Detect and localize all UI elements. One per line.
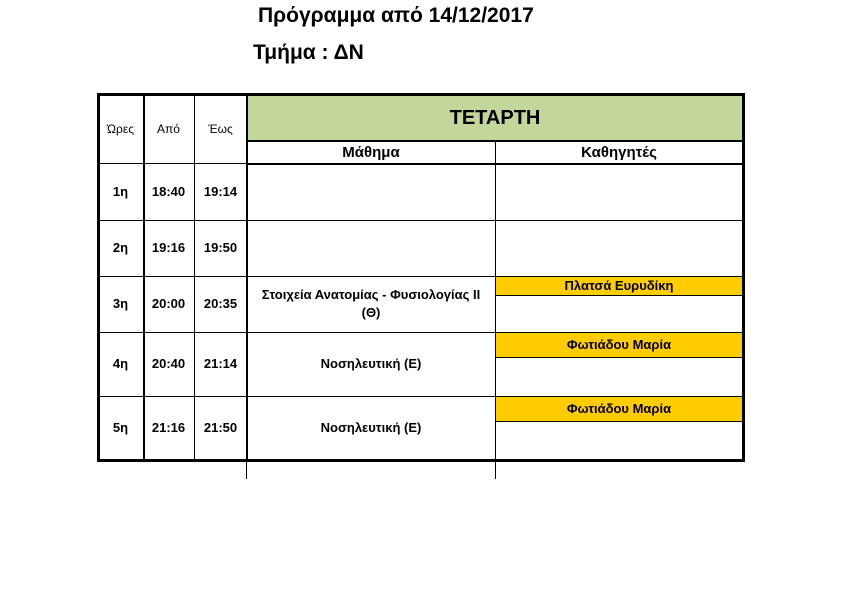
section-label: Τμήμα : ΔΝ xyxy=(253,41,364,64)
row-from: 20:40 xyxy=(151,356,186,371)
row-to: 20:35 xyxy=(203,296,238,311)
grid-line xyxy=(98,93,745,96)
row-from: 20:00 xyxy=(151,296,186,311)
row-hour: 1η xyxy=(112,184,129,199)
header-subject: Μάθημα xyxy=(342,143,400,161)
grid-line xyxy=(246,462,247,479)
grid-line xyxy=(194,94,195,460)
grid-line xyxy=(495,295,743,296)
row-to: 21:14 xyxy=(203,356,238,371)
header-from: Από xyxy=(157,122,180,136)
row-subject: Στοιχεία Ανατομίας - Φυσιολογίας ΙΙ (Θ) xyxy=(261,287,481,320)
row-from: 19:16 xyxy=(151,240,186,255)
header-teachers: Καθηγητές xyxy=(581,143,657,161)
header-to: Έως xyxy=(208,122,233,136)
grid-line xyxy=(495,141,496,460)
row-to: 21:50 xyxy=(203,420,238,435)
grid-line xyxy=(97,93,100,462)
row-hour: 4η xyxy=(112,356,129,371)
grid-line xyxy=(246,94,248,460)
row-hour: 5η xyxy=(112,420,129,435)
day-header: ΤΕΤΑΡΤΗ xyxy=(449,106,541,129)
row-to: 19:14 xyxy=(203,184,238,199)
grid-line xyxy=(143,94,145,460)
header-hours: Ώρες xyxy=(107,122,134,136)
row-from: 21:16 xyxy=(151,420,186,435)
row-to: 19:50 xyxy=(203,240,238,255)
grid-line xyxy=(495,462,496,479)
row-teacher: Φωτιάδου Μαρία xyxy=(566,400,672,416)
page-title: Πρόγραμμα από 14/12/2017 xyxy=(258,4,534,27)
row-from: 18:40 xyxy=(151,184,186,199)
grid-line xyxy=(495,357,743,358)
row-teacher: Φωτιάδου Μαρία xyxy=(566,336,672,352)
row-teacher: Πλατσά Ευρυδίκη xyxy=(564,277,674,293)
grid-line xyxy=(98,163,247,164)
grid-line xyxy=(495,421,743,422)
grid-line xyxy=(742,93,745,462)
row-subject: Νοσηλευτική (Ε) xyxy=(320,420,422,435)
row-hour: 3η xyxy=(112,296,129,311)
row-subject: Νοσηλευτική (Ε) xyxy=(320,356,422,371)
grid-line xyxy=(98,459,745,462)
row-hour: 2η xyxy=(112,240,129,255)
